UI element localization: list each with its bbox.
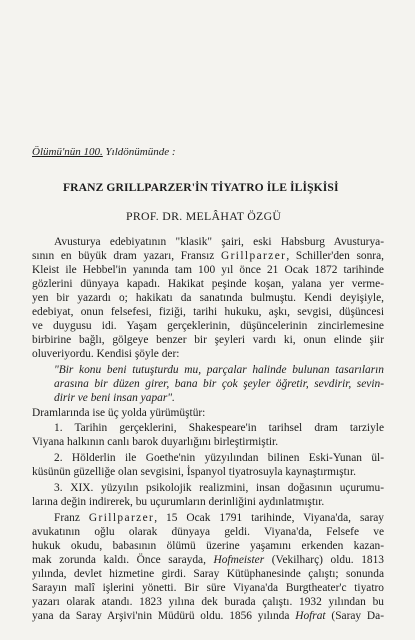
p3-line-1-c: , 15 Ocak 1791 tarihinde, Viyana'da, saray [154,512,384,524]
p3-line-8 [32,609,384,623]
author-name-spaced: Grillparzer [220,250,287,262]
author-name: PROF. DR. MELÂHAT ÖZGÜ [126,209,282,223]
p1-line-3: Kleist ile Hebbel'in yanında tam 100 yıl önce 21 Ocak 1872 tarihinde [32,264,384,276]
item-3-line-2: larına değin indirerek, bu uçurumların derinliğini aydınlatmıştır. [32,496,325,508]
hofmeister-term: Hofmeister [213,554,265,566]
p1-line-6: edebiyat, onun felsefesi, fiziği, tarihi hukuku, aşkı, sevgisi, düşüncesi [32,306,384,318]
p3-line-4-c: (Vekilharç) oldu. 1813 [264,554,385,566]
item-2-line-1: 2. Hölderlin ile Goethe'nin yüzyılından bilinen Eski-Yunan ül- [54,452,384,464]
quote-line-3: dirir ve beni insan yapar". [54,392,175,404]
p1-line-8: birbirine bağlı, gölgeye benzer bir şeyleri vardı ki, onun elinde şiir [32,334,384,346]
p1-line-7: ve duygusu idi. Yaşam gerçeklerinin, düşüncelerinin zincirlemesine [32,320,384,332]
p1-line-2 [32,249,384,263]
p3-line-1-a: Franz [54,512,89,524]
p3-line-8-c: (Saray Da- [325,610,384,622]
item-2-line-2: küsünün güzelliğe olan sevgisini, İspanyol tiyatrosuyla kaynaştırmıştır. [32,466,356,478]
p3-line-7: yazarı olarak atandı. 1823 yılına dek burada çalıştı. 1932 yılından bu [32,596,384,608]
p2-line: Dramlarında ise üç yolda yürümüştür: [32,407,206,419]
quote-line-2: arasına bir düzen girer, bana bir çok şeyler öğretir, sevdirir, sevin- [54,378,384,390]
p1-line-5: yen bir yazardı o; hakikatı da sanatında bulmuştu. Kendi deyişiyle, [32,292,384,304]
p3-line-8-a: yana da Saray Arşivi'nin Müdürü oldu. 1856 yılında [32,610,296,622]
p1-line-9: oluveriyordu. Kendisi şöyle der: [32,348,180,360]
p3-line-1 [54,511,384,525]
p1-line-2-c: , Schiller'den sonra, [286,250,384,262]
p1-line-4: gözlerini dünyaya kapadı. Hakikat peşinde koşan, yalana yer verme- [32,278,384,290]
p1-line-1: Avusturya edebiyatının "klasik" şairi, eski Habsburg Avusturya- [54,236,384,248]
occasion-prefix: Ölümü'nün 100. [32,146,103,158]
hofrat-term: Hofrat [295,610,326,622]
occasion-heading [32,145,176,159]
author-name-spaced-2: Grillparzer [88,512,155,524]
item-1-line-2: Viyana halkının canlı barok duyarlığını birleştirmiştir. [32,436,279,448]
p3-line-4-a: mak zorunda kaldı. Önce sarayda, [32,554,214,566]
p3-line-6: Sarayın malî işlerini yönetti. Bir süre Viyana'da Burgtheater'c tiyatro [32,582,384,594]
article-title: FRANZ GRILLPARZER'İN TİYATRO İLE İLİŞKİSİ [63,181,339,194]
item-3-line-1: 3. XIX. yüzyılın psikolojik realizmini, insan doğasının uçurumu- [54,482,384,494]
occasion-suffix: Yıldönümünde : [105,146,176,158]
p3-line-5: yılında, devlet hizmetine girdi. Saray Kütüphanesinde çalıştı; sonunda [32,568,384,580]
quote-line-1: "Bir konu beni tutuşturdu mu, parçalar halinde bulunan tasarıların [54,364,384,376]
p3-line-2: avukatının oğlu olarak dünyaya geldi. Viyana'da, Felsefe ve [32,526,384,538]
p3-line-3: hukuk okudu, babasının ölümü üzerine yaşamını erkenden kazan- [32,540,384,552]
item-1-line-1: 1. Tarihin gerçeklerini, Shakespeare'in tarihsel dram tarziyle [54,422,384,434]
p1-line-2-a: sının en büyük dram yazarı, Fransız [32,250,221,262]
p3-line-4 [32,553,384,567]
